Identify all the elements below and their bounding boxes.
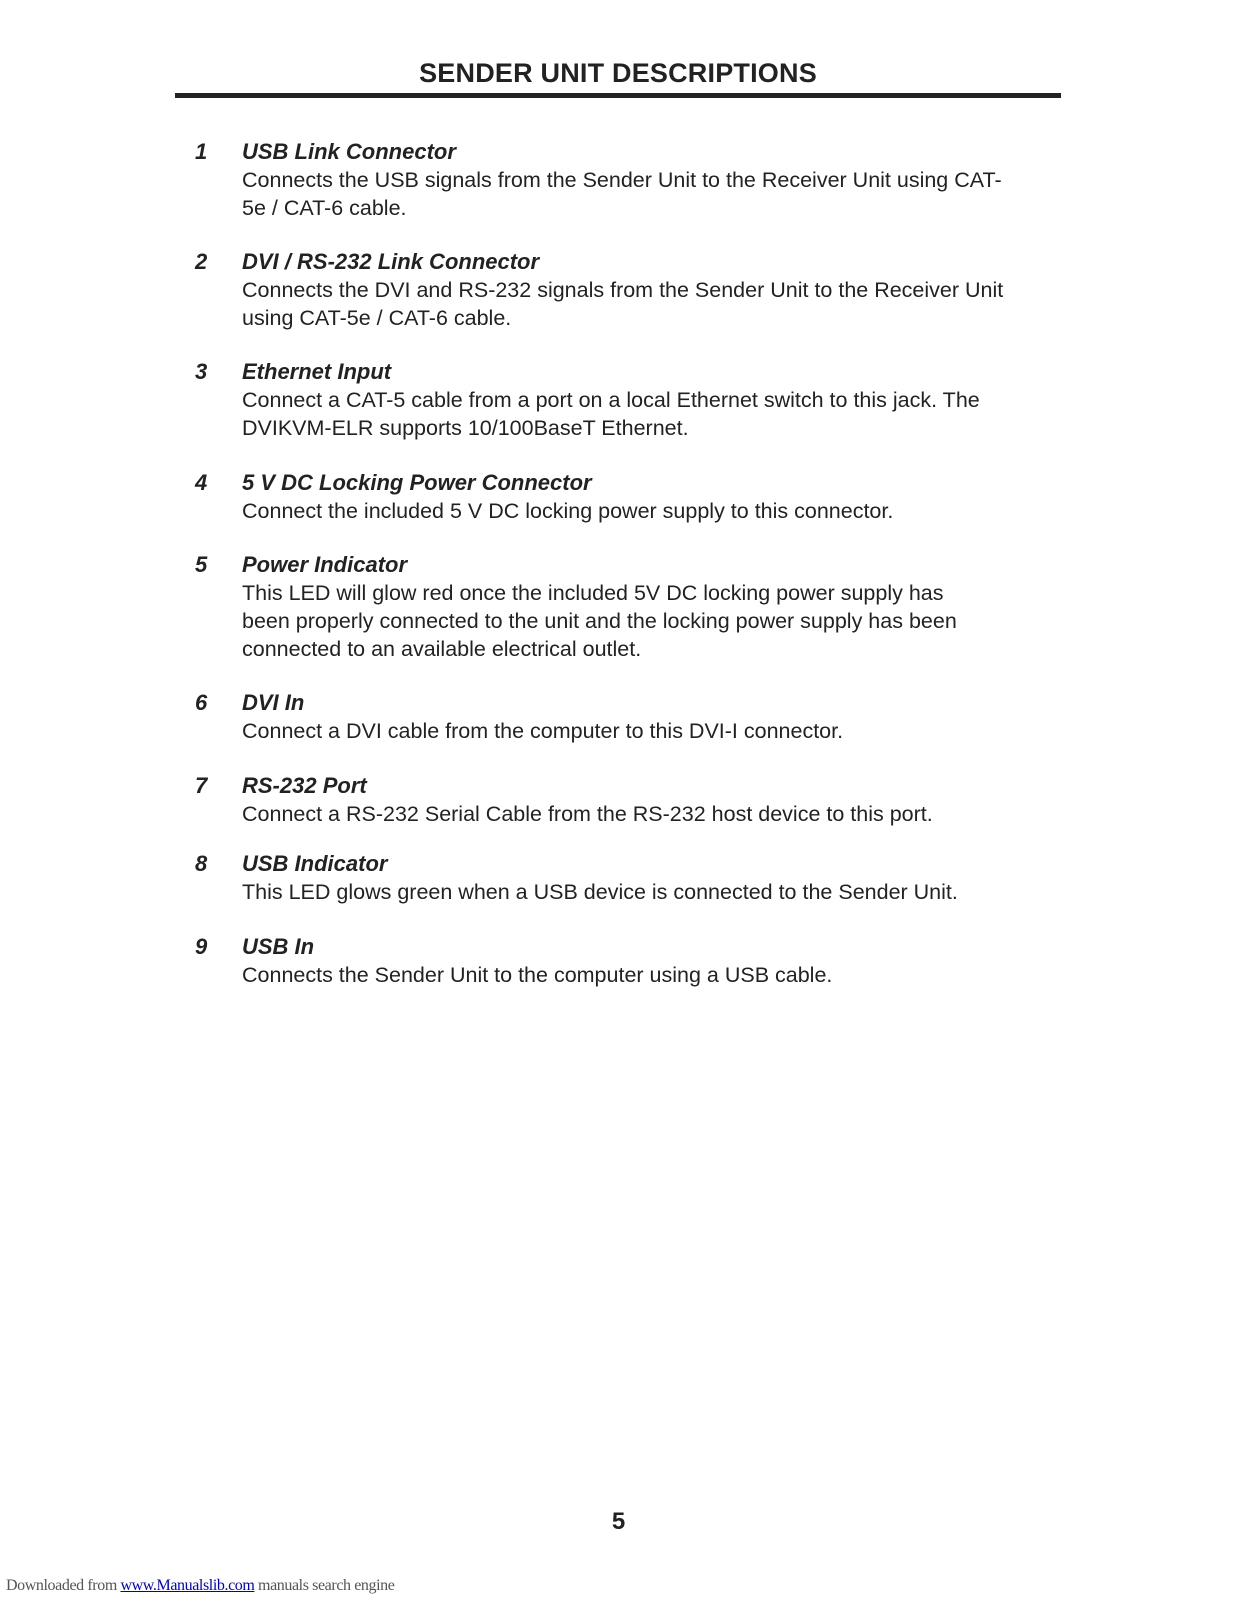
- entry-line: This LED glows green when a USB device is connected to the Sender Unit.: [242, 880, 958, 904]
- entry-title: Ethernet Input: [242, 359, 392, 384]
- entry-line: Connect a RS-232 Serial Cable from the RS-232 host device to this port.: [242, 802, 933, 826]
- entry-line: Connect the included 5 V DC locking power supply to this connector.: [242, 499, 894, 523]
- entry-title: 5 V DC Locking Power Connector: [242, 470, 592, 495]
- entry-line: connected to an available electrical outlet.: [242, 637, 642, 661]
- entry-number: 5: [195, 552, 208, 577]
- title-divider: [175, 93, 1061, 98]
- entry-number: 8: [195, 851, 208, 876]
- entry-number: 7: [195, 773, 208, 798]
- entry-line: using CAT-5e / CAT-6 cable.: [242, 306, 512, 330]
- entry-number: 1: [195, 139, 208, 164]
- manualslib-link[interactable]: www.Manualslib.com: [120, 1577, 255, 1594]
- entry-title: USB Link Connector: [242, 139, 456, 164]
- entry-title: DVI In: [242, 690, 305, 715]
- entry-line: Connect a DVI cable from the computer to this DVI-I connector.: [242, 719, 844, 743]
- download-footer: [6, 1577, 394, 1595]
- entry-title: USB Indicator: [242, 851, 388, 876]
- entry-line: Connects the Sender Unit to the computer using a USB cable.: [242, 963, 833, 987]
- entry-line: DVIKVM-ELR supports 10/100BaseT Ethernet.: [242, 416, 689, 440]
- entry-number: 3: [195, 359, 208, 384]
- entry-number: 4: [195, 470, 208, 495]
- page-title: SENDER UNIT DESCRIPTIONS: [419, 58, 817, 88]
- entry-line: 5e / CAT-6 cable.: [242, 196, 407, 220]
- footer-prefix: Downloaded from: [6, 1577, 121, 1594]
- entry-line: Connects the USB signals from the Sender Unit to the Receiver Unit using CAT-: [242, 168, 1002, 192]
- entry-title: DVI / RS-232 Link Connector: [242, 249, 540, 274]
- footer-suffix: manuals search engine: [254, 1577, 395, 1594]
- entry-number: 6: [195, 690, 208, 715]
- entry-number: 9: [195, 934, 208, 959]
- entry-line: Connect a CAT-5 cable from a port on a local Ethernet switch to this jack. The: [242, 388, 980, 412]
- entry-number: 2: [195, 249, 208, 274]
- entry-title: USB In: [242, 934, 315, 959]
- entry-title: RS-232 Port: [242, 773, 367, 798]
- entry-title: Power Indicator: [242, 552, 408, 577]
- entry-line: been properly connected to the unit and the locking power supply has been: [242, 609, 957, 633]
- page-number: 5: [611, 1508, 626, 1535]
- entry-line: Connects the DVI and RS-232 signals from the Sender Unit to the Receiver Unit: [242, 278, 1004, 302]
- entry-line: This LED will glow red once the included 5V DC locking power supply has: [242, 581, 944, 605]
